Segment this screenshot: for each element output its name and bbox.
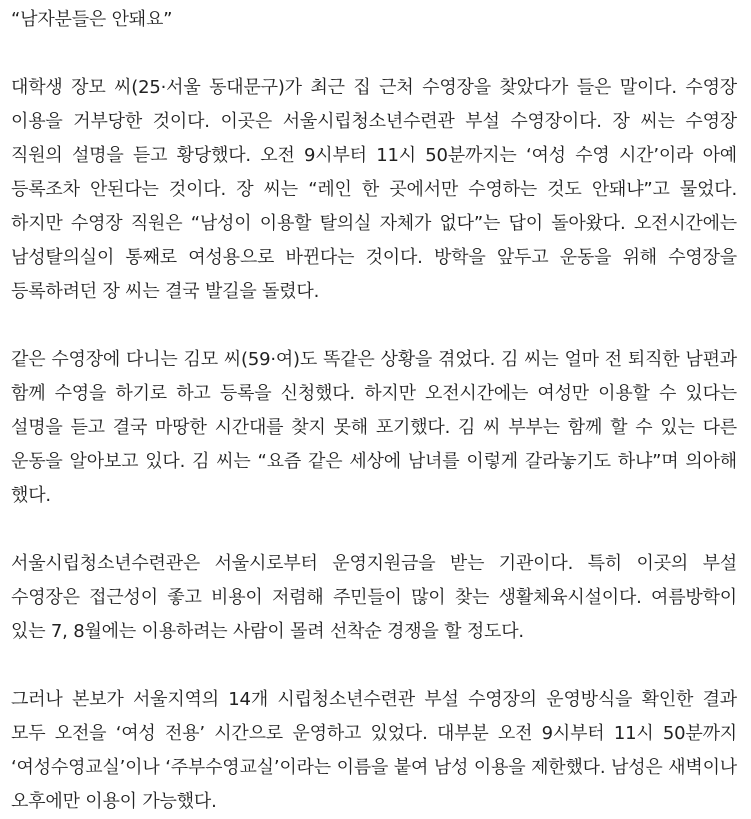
paragraph-spacer (11, 513, 737, 547)
article-body (11, 3, 737, 819)
article-paragraph-1: 대학생 장모 씨(25·서울 동대문구)가 최근 집 근처 수영장을 찾았다가 들은 말이다. 수영장 이용을 거부당한 것이다. 이곳은 서울시립청소년수련관 부설 수영장이다. 장 씨는 수영장 직원의 설명을 듣고 황당했다. 오전 9시부터 11시 50분까지는 ‘여성 수영 시간’이라 아예 등록조차 안된다는 것이다. 장 씨는 “레인 한 곳에서만 수영하는 것도 안돼냐”고 물었다. 하지만 수영장 직원은 “남성이 이용할 탈의실 자체가 없다”는 답이 돌아왔다. 오전시간에는 남성탈의실이 통째로 여성용으로 바뀐다는 것이다. 방학을 앞두고 운동을 위해 수영장을 등록하려던 장 씨는 결국 발길을 돌렸다. (11, 77, 737, 302)
paragraph-spacer (11, 649, 737, 683)
article-paragraph-2: 같은 수영장에 다니는 김모 씨(59·여)도 똑같은 상황을 겪었다. 김 씨는 얼마 전 퇴직한 남편과 함께 수영을 하기로 하고 등록을 신청했다. 하지만 오전시간에는 여성만 이용할 수 있다는 설명을 듣고 결국 마땅한 시간대를 찾지 못해 포기했다. 김 씨 부부는 함께 할 수 있는 다른 운동을 알아보고 있다. 김 씨는 “요즘 같은 세상에 남녀를 이렇게 갈라놓기도 하냐”며 의아해 했다. (11, 349, 737, 506)
paragraph-spacer (11, 37, 737, 71)
article-paragraph-3: 서울시립청소년수련관은 서울시로부터 운영지원금을 받는 기관이다. 특히 이곳의 부설 수영장은 접근성이 좋고 비용이 저렴해 주민들이 많이 찾는 생활체육시설이다. 여름방학이 있는 7, 8월에는 이용하려는 사람이 몰려 선착순 경쟁을 할 정도다. (11, 553, 737, 642)
article-quote: “남자분들은 안돼요” (11, 9, 173, 30)
paragraph-spacer (11, 309, 737, 343)
article-paragraph-4: 그러나 본보가 서울지역의 14개 시립청소년수련관 부설 수영장의 운영방식을 확인한 결과 모두 오전을 ‘여성 전용’ 시간으로 운영하고 있었다. 대부분 오전 9시부터 11시 50분까지 ‘여성수영교실’이나 ‘주부수영교실’이라는 이름을 붙여 남성 이용을 제한했다. 남성은 새벽이나 오후에만 이용이 가능했다. (11, 689, 737, 812)
